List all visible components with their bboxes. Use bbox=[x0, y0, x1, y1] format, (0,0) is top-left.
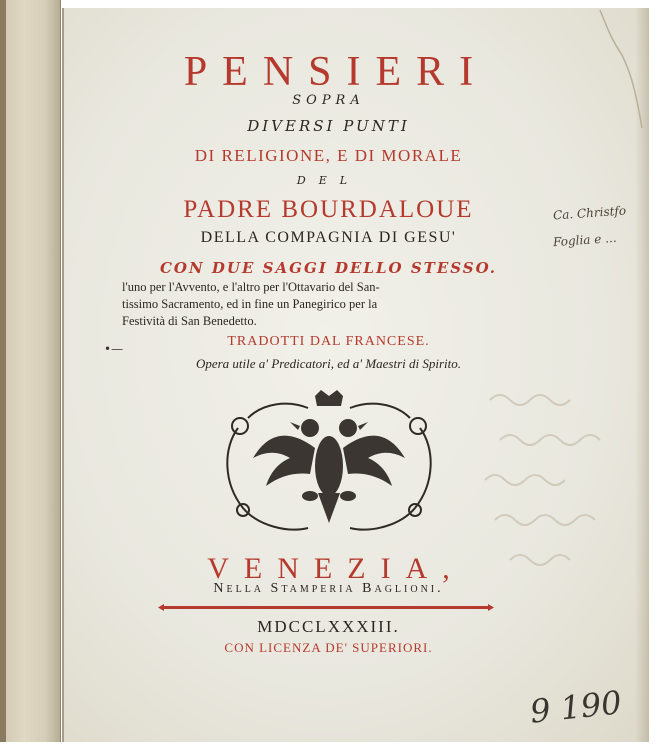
author-name: PADRE BOURDALOUE bbox=[183, 196, 474, 223]
imprint-city: VENEZIA, bbox=[207, 552, 465, 585]
title-line-del: DEL bbox=[296, 174, 361, 187]
subtitle-opera-utile: Opera utile a' Predicatori, ed a' Maestri di Spirito. bbox=[195, 356, 462, 371]
title-line-sopra: SOPRA bbox=[292, 93, 365, 108]
body-line-2: tissimo Sacramento, ed in fine un Panegirico per la bbox=[122, 297, 378, 311]
title-line-saggi: CON DUE SAGGI DELLO STESSO. bbox=[159, 259, 497, 277]
body-line-1: l'uno per l'Avvento, e l'altro per l'Ottavario del San- bbox=[122, 280, 380, 294]
ornamental-rule-icon bbox=[158, 604, 494, 611]
handwritten-note-1: Ca. Christfo bbox=[552, 203, 627, 223]
book-title: PENSIERI bbox=[183, 49, 489, 95]
handwritten-shelf-number: 9 190 bbox=[528, 683, 624, 731]
margin-pen-mark: •— bbox=[104, 342, 124, 356]
imprint-printer: Nella Stamperia Baglioni. bbox=[213, 581, 444, 596]
handwritten-note-2: Foglia e ... bbox=[552, 230, 618, 250]
imprint-license: CON LICENZA DE' SUPERIORI. bbox=[224, 640, 433, 655]
double-headed-eagle-emblem-icon bbox=[218, 388, 440, 538]
translated-from-french: TRADOTTI DAL FRANCESE. bbox=[227, 334, 430, 349]
title-line-diversi-punti: DIVERSI PUNTI bbox=[247, 117, 410, 135]
imprint-year: MDCCLXXXIII. bbox=[257, 617, 400, 636]
body-line-3: Festività di San Benedetto. bbox=[122, 314, 257, 328]
title-line-religione: DI RELIGIONE, E DI MORALE bbox=[194, 146, 463, 165]
author-affiliation: DELLA COMPAGNIA DI GESU' bbox=[200, 229, 457, 246]
